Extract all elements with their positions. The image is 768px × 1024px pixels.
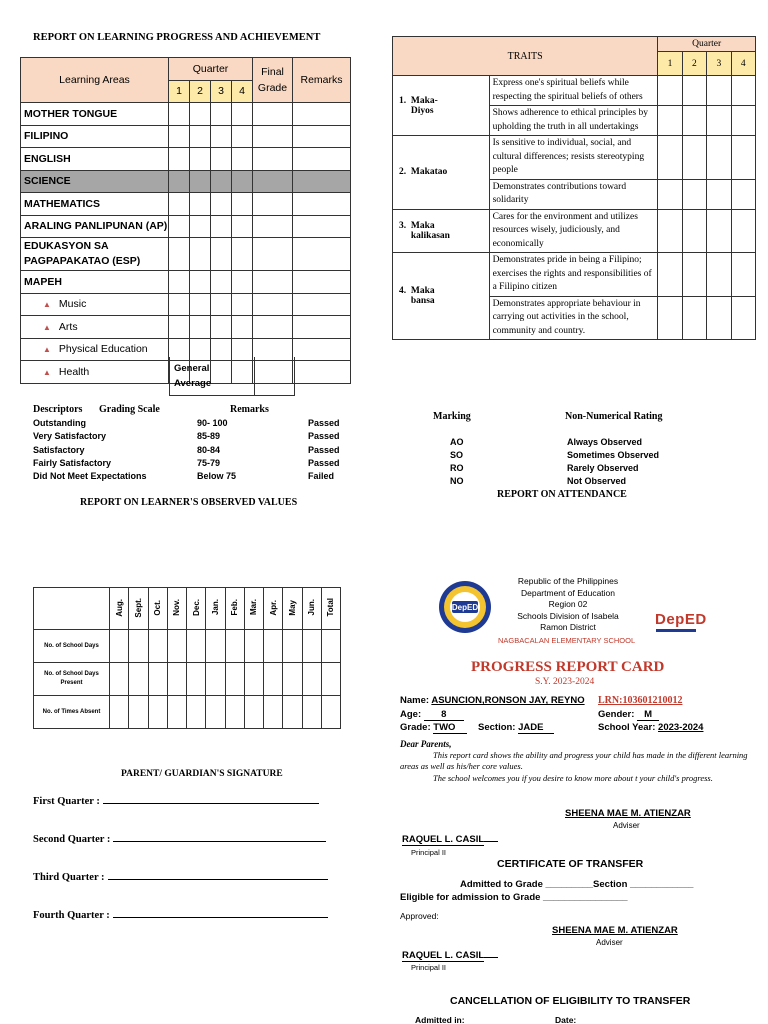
- adviser-role: Adviser: [613, 821, 640, 830]
- attendance-title: REPORT ON ATTENDANCE: [497, 489, 627, 500]
- principal-name: RAQUEL L. CASIL: [402, 834, 498, 846]
- trait-desc: Demonstrates contributions toward solidarity: [489, 179, 658, 209]
- descriptor-scale: 90- 100: [197, 418, 228, 428]
- table-row: [21, 170, 351, 193]
- subject-cell: MAPEH: [21, 271, 169, 294]
- table-row: [21, 238, 351, 271]
- letter-para-1: This report card shows the ability and progress your child has made in the different learning areas as well as his/her core values.: [400, 750, 748, 771]
- attendance-row-label: No. of Times Absent: [34, 696, 110, 729]
- month-header: Jun.: [307, 599, 317, 616]
- col-learning-areas: Learning Areas: [21, 58, 169, 103]
- subject-cell: ARALING PANLIPUNAN (AP): [21, 215, 169, 238]
- month-header: Total: [326, 598, 336, 617]
- card-sy: S.Y. 2023-2024: [535, 677, 595, 687]
- month-header: Dec.: [191, 599, 201, 616]
- card-title: PROGRESS REPORT CARD: [471, 659, 665, 675]
- descriptors-head: Descriptors: [33, 404, 83, 415]
- descriptor-label: Satisfactory: [33, 444, 85, 455]
- q1-header: 1: [658, 52, 682, 76]
- table-row: [21, 215, 351, 238]
- descriptor-scale: Below 75: [197, 471, 237, 482]
- student-section-row: Section: JADE: [478, 722, 554, 734]
- descriptor-remark: Passed: [308, 444, 340, 455]
- attendance-table: [33, 587, 341, 729]
- letter-greeting: Dear Parents,: [400, 739, 452, 749]
- student-gender-row: Gender: M: [598, 709, 659, 721]
- grading-scale-head: Grading Scale: [99, 404, 160, 415]
- month-header: Feb.: [230, 599, 240, 616]
- attendance-row-label: No. of School Days: [34, 630, 110, 663]
- month-header: Apr.: [268, 599, 278, 616]
- subject-cell: FILIPINO: [21, 125, 169, 148]
- descriptor-remark: Passed: [308, 418, 340, 428]
- table-row: [21, 271, 351, 294]
- trait-desc: Is sensitive to individual, social, and cultural differences; resists stereotyping people: [489, 136, 658, 180]
- deped-seal-icon: [438, 580, 492, 634]
- transfer-admitted[interactable]: Admitted to Grade _________Section ____________: [460, 879, 694, 890]
- marking-head: Marking: [433, 411, 471, 422]
- descriptor-remark: Passed: [308, 431, 340, 442]
- col-traits: TRAITS: [393, 37, 658, 76]
- trait-desc: Demonstrates pride in being a Filipino; exercises the rights and responsibilities of a Filipino citizen: [489, 253, 658, 297]
- signature-line-1[interactable]: First Quarter :: [33, 796, 333, 807]
- cancel-admitted-in[interactable]: Admitted in:: [415, 1015, 465, 1024]
- trait-desc: Express one's spiritual beliefs while respecting the spiritual beliefs of others: [489, 76, 658, 106]
- letter-para-2: The school welcomes you if you desire to know more about t your child's progress.: [433, 773, 713, 783]
- col-remarks: Remarks: [293, 58, 351, 103]
- marking-code: SO: [450, 450, 464, 460]
- col-quarter: Quarter: [169, 58, 253, 81]
- col-final-grade: Final Grade: [253, 58, 293, 103]
- student-name-row: Name: ASUNCION,RONSON JAY, REYNO: [400, 695, 585, 706]
- descriptor-label: Fairly Satisfactory: [33, 457, 112, 468]
- principal-role: Principal II: [411, 848, 447, 857]
- adviser-name: SHEENA MAE M. ATIENZAR: [565, 808, 691, 819]
- mapeh-sub-cell: ▲ Music: [21, 293, 169, 316]
- month-header: Aug.: [114, 598, 124, 617]
- bullet-icon: ▲: [43, 345, 51, 355]
- cancel-title: CANCELLATION OF ELIGIBILITY TO TRANSFER: [450, 995, 691, 1007]
- q3-header: 3: [707, 52, 731, 76]
- descriptor-scale: 80-84: [197, 444, 221, 455]
- transfer-principal-role: Principal II: [411, 963, 447, 972]
- subject-cell: ENGLISH: [21, 148, 169, 171]
- trait-maka-kalikasan: 3. Maka kalikasan: [393, 209, 490, 253]
- month-header: Sept.: [133, 597, 143, 618]
- signature-line-2[interactable]: Second Quarter :: [33, 834, 333, 845]
- student-grade-row: Grade: TWO: [400, 722, 467, 734]
- learning-areas-table: [20, 57, 351, 384]
- table-row: [21, 293, 351, 316]
- marking-code: AO: [450, 437, 464, 447]
- student-age-row: Age: 8: [400, 709, 464, 721]
- subject-cell: MOTHER TONGUE: [21, 103, 169, 126]
- descriptor-label: Did Not Meet Expectations: [33, 471, 147, 482]
- transfer-title: CERTIFICATE OF TRANSFER: [497, 858, 644, 870]
- subject-cell: SCIENCE: [21, 170, 169, 193]
- transfer-principal-name: RAQUEL L. CASIL: [402, 950, 498, 962]
- transfer-approved: Approved:: [400, 911, 439, 921]
- month-header: May: [287, 599, 297, 616]
- month-header: Jan.: [210, 599, 220, 616]
- student-lrn: LRN:103601210012: [598, 695, 683, 706]
- deped-logo-icon: DepED: [655, 611, 707, 628]
- q1-header: 1: [169, 80, 190, 103]
- school-year-row: School Year: 2023-2024: [598, 722, 704, 733]
- month-header: Oct.: [153, 599, 163, 616]
- table-row: [21, 193, 351, 216]
- school-name: NAGBACALAN ELEMENTARY SCHOOL: [498, 636, 636, 645]
- mapeh-sub-cell: ▲ Health: [21, 361, 169, 384]
- learning-title: REPORT ON LEARNING PROGRESS AND ACHIEVEMENT: [33, 32, 321, 43]
- signature-line-4[interactable]: Fourth Quarter :: [33, 910, 333, 921]
- trait-makatao: 2. Makatao: [393, 136, 490, 210]
- trait-maka-diyos: 1. Maka- Diyos: [393, 76, 490, 136]
- general-average-box: [169, 357, 295, 396]
- descriptor-scale: 85-89: [197, 431, 221, 442]
- svg-text:DepED: DepED: [451, 603, 479, 612]
- q2-header: 2: [682, 52, 706, 76]
- remarks-head: Remarks: [230, 404, 269, 415]
- marking-rating: Rarely Observed: [567, 463, 639, 473]
- q4-header: 4: [232, 80, 253, 103]
- marking-rating: Always Observed: [567, 437, 643, 447]
- school-header: Republic of the Philippines Department of Education Region 02 Schools Division of Isabela Ramon District: [517, 576, 619, 632]
- trait-maka-bansa: 4. Maka bansa: [393, 253, 490, 340]
- descriptor-scale: 75-79: [197, 457, 221, 468]
- q3-header: 3: [211, 80, 232, 103]
- transfer-adviser-name: SHEENA MAE M. ATIENZAR: [552, 925, 678, 936]
- trait-desc: Cares for the environment and utilizes resources wisely, judiciously, and economically: [489, 209, 658, 253]
- table-row: [21, 103, 351, 126]
- transfer-eligible[interactable]: Eligible for admission to Grade ________________: [400, 892, 628, 903]
- descriptor-label: Outstanding: [33, 418, 86, 428]
- month-header: Nov.: [172, 599, 182, 616]
- subject-cell: EDUKASYON SA PAGPAPAKATAO (ESP): [21, 238, 169, 271]
- col-quarter: Quarter: [658, 37, 756, 52]
- trait-desc: Demonstrates appropriate behaviour in carrying out activities in the school, community and country.: [489, 296, 658, 340]
- transfer-adviser-role: Adviser: [596, 938, 623, 947]
- marking-code: NO: [450, 476, 464, 486]
- signature-line-3[interactable]: Third Quarter :: [33, 872, 333, 883]
- cancel-date[interactable]: Date:: [555, 1015, 577, 1024]
- table-row: [21, 316, 351, 339]
- bullet-icon: ▲: [43, 300, 51, 310]
- mapeh-sub-cell: ▲ Physical Education: [21, 338, 169, 361]
- rating-head: Non-Numerical Rating: [565, 411, 663, 422]
- table-row: [21, 125, 351, 148]
- observed-values-title: REPORT ON LEARNER'S OBSERVED VALUES: [80, 497, 298, 508]
- general-average-label: General Average: [174, 363, 212, 389]
- attendance-row-label: No. of School Days Present: [34, 663, 110, 696]
- descriptor-remark: Failed: [308, 471, 335, 482]
- bullet-icon: ▲: [43, 367, 51, 377]
- descriptor-remark: Passed: [308, 457, 340, 468]
- traits-table: [392, 36, 756, 340]
- q4-header: 4: [731, 52, 755, 76]
- descriptor-label: Very Satisfactory: [33, 431, 107, 442]
- marking-rating: Sometimes Observed: [567, 450, 660, 460]
- table-row: [21, 148, 351, 171]
- subject-cell: MATHEMATICS: [21, 193, 169, 216]
- month-header: Mar.: [249, 599, 259, 616]
- trait-desc: Shows adherence to ethical principles by upholding the truth in all undertakings: [489, 106, 658, 136]
- signature-title: PARENT/ GUARDIAN'S SIGNATURE: [121, 769, 283, 779]
- q2-header: 2: [190, 80, 211, 103]
- marking-code: RO: [450, 463, 464, 473]
- marking-rating: Not Observed: [567, 476, 627, 486]
- bullet-icon: ▲: [43, 322, 51, 332]
- mapeh-sub-cell: ▲ Arts: [21, 316, 169, 339]
